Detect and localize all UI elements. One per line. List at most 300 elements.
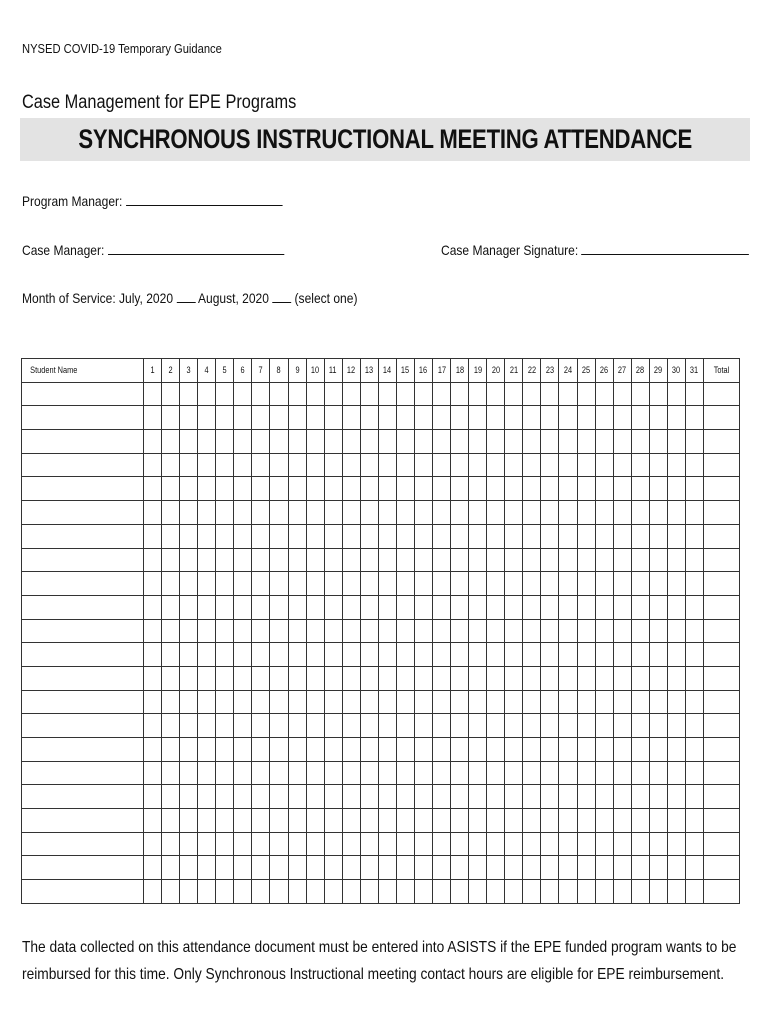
attendance-cell[interactable] bbox=[631, 524, 649, 548]
attendance-cell[interactable] bbox=[667, 406, 685, 430]
attendance-cell[interactable] bbox=[342, 832, 360, 856]
attendance-cell[interactable] bbox=[378, 406, 396, 430]
attendance-cell[interactable] bbox=[523, 572, 541, 596]
total-cell[interactable] bbox=[703, 714, 739, 738]
attendance-cell[interactable] bbox=[451, 548, 469, 572]
attendance-cell[interactable] bbox=[541, 548, 559, 572]
attendance-cell[interactable] bbox=[469, 761, 487, 785]
attendance-cell[interactable] bbox=[396, 832, 414, 856]
attendance-cell[interactable] bbox=[559, 524, 577, 548]
attendance-cell[interactable] bbox=[613, 406, 631, 430]
attendance-cell[interactable] bbox=[306, 595, 324, 619]
attendance-cell[interactable] bbox=[487, 666, 505, 690]
attendance-cell[interactable] bbox=[252, 785, 270, 809]
attendance-cell[interactable] bbox=[342, 453, 360, 477]
attendance-cell[interactable] bbox=[306, 548, 324, 572]
attendance-cell[interactable] bbox=[541, 572, 559, 596]
program-manager-blank[interactable] bbox=[126, 193, 283, 206]
attendance-cell[interactable] bbox=[595, 501, 613, 525]
attendance-cell[interactable] bbox=[306, 524, 324, 548]
attendance-cell[interactable] bbox=[577, 880, 595, 904]
attendance-cell[interactable] bbox=[378, 832, 396, 856]
attendance-cell[interactable] bbox=[433, 406, 451, 430]
attendance-cell[interactable] bbox=[198, 714, 216, 738]
attendance-cell[interactable] bbox=[414, 690, 432, 714]
attendance-cell[interactable] bbox=[541, 382, 559, 406]
attendance-cell[interactable] bbox=[270, 856, 288, 880]
attendance-cell[interactable] bbox=[144, 666, 162, 690]
attendance-cell[interactable] bbox=[559, 477, 577, 501]
attendance-cell[interactable] bbox=[469, 595, 487, 619]
attendance-cell[interactable] bbox=[144, 690, 162, 714]
attendance-cell[interactable] bbox=[559, 690, 577, 714]
attendance-cell[interactable] bbox=[414, 595, 432, 619]
attendance-cell[interactable] bbox=[451, 809, 469, 833]
attendance-cell[interactable] bbox=[631, 595, 649, 619]
attendance-cell[interactable] bbox=[144, 595, 162, 619]
attendance-cell[interactable] bbox=[360, 809, 378, 833]
attendance-cell[interactable] bbox=[144, 406, 162, 430]
total-cell[interactable] bbox=[703, 666, 739, 690]
attendance-cell[interactable] bbox=[324, 666, 342, 690]
attendance-cell[interactable] bbox=[180, 619, 198, 643]
attendance-cell[interactable] bbox=[252, 382, 270, 406]
attendance-cell[interactable] bbox=[577, 453, 595, 477]
attendance-cell[interactable] bbox=[360, 453, 378, 477]
attendance-cell[interactable] bbox=[577, 738, 595, 762]
attendance-cell[interactable] bbox=[595, 832, 613, 856]
attendance-cell[interactable] bbox=[288, 430, 306, 454]
attendance-cell[interactable] bbox=[649, 382, 667, 406]
attendance-cell[interactable] bbox=[216, 477, 234, 501]
total-cell[interactable] bbox=[703, 738, 739, 762]
attendance-cell[interactable] bbox=[487, 524, 505, 548]
attendance-cell[interactable] bbox=[595, 406, 613, 430]
attendance-cell[interactable] bbox=[595, 595, 613, 619]
attendance-cell[interactable] bbox=[396, 738, 414, 762]
attendance-cell[interactable] bbox=[162, 501, 180, 525]
attendance-cell[interactable] bbox=[685, 856, 703, 880]
attendance-cell[interactable] bbox=[288, 643, 306, 667]
attendance-cell[interactable] bbox=[396, 666, 414, 690]
attendance-cell[interactable] bbox=[631, 453, 649, 477]
total-cell[interactable] bbox=[703, 382, 739, 406]
attendance-cell[interactable] bbox=[360, 382, 378, 406]
attendance-cell[interactable] bbox=[685, 524, 703, 548]
attendance-cell[interactable] bbox=[414, 880, 432, 904]
attendance-cell[interactable] bbox=[306, 501, 324, 525]
attendance-cell[interactable] bbox=[667, 643, 685, 667]
attendance-cell[interactable] bbox=[270, 785, 288, 809]
attendance-cell[interactable] bbox=[360, 548, 378, 572]
attendance-cell[interactable] bbox=[631, 572, 649, 596]
attendance-cell[interactable] bbox=[595, 524, 613, 548]
attendance-cell[interactable] bbox=[198, 619, 216, 643]
attendance-cell[interactable] bbox=[162, 382, 180, 406]
attendance-cell[interactable] bbox=[252, 738, 270, 762]
attendance-cell[interactable] bbox=[541, 406, 559, 430]
attendance-cell[interactable] bbox=[144, 382, 162, 406]
attendance-cell[interactable] bbox=[541, 619, 559, 643]
attendance-cell[interactable] bbox=[613, 619, 631, 643]
attendance-cell[interactable] bbox=[216, 501, 234, 525]
attendance-cell[interactable] bbox=[523, 690, 541, 714]
attendance-cell[interactable] bbox=[685, 453, 703, 477]
attendance-cell[interactable] bbox=[541, 738, 559, 762]
attendance-cell[interactable] bbox=[631, 809, 649, 833]
attendance-cell[interactable] bbox=[342, 761, 360, 785]
attendance-cell[interactable] bbox=[541, 714, 559, 738]
attendance-cell[interactable] bbox=[360, 477, 378, 501]
attendance-cell[interactable] bbox=[451, 524, 469, 548]
attendance-cell[interactable] bbox=[288, 738, 306, 762]
attendance-cell[interactable] bbox=[270, 832, 288, 856]
attendance-cell[interactable] bbox=[541, 832, 559, 856]
attendance-cell[interactable] bbox=[378, 430, 396, 454]
attendance-cell[interactable] bbox=[324, 619, 342, 643]
attendance-cell[interactable] bbox=[631, 690, 649, 714]
attendance-cell[interactable] bbox=[396, 524, 414, 548]
attendance-cell[interactable] bbox=[487, 501, 505, 525]
attendance-cell[interactable] bbox=[414, 619, 432, 643]
attendance-cell[interactable] bbox=[378, 738, 396, 762]
attendance-cell[interactable] bbox=[324, 714, 342, 738]
attendance-cell[interactable] bbox=[685, 382, 703, 406]
attendance-cell[interactable] bbox=[414, 453, 432, 477]
attendance-cell[interactable] bbox=[144, 501, 162, 525]
attendance-cell[interactable] bbox=[451, 643, 469, 667]
attendance-cell[interactable] bbox=[559, 856, 577, 880]
attendance-cell[interactable] bbox=[144, 880, 162, 904]
attendance-cell[interactable] bbox=[577, 477, 595, 501]
attendance-cell[interactable] bbox=[306, 477, 324, 501]
attendance-cell[interactable] bbox=[180, 690, 198, 714]
attendance-cell[interactable] bbox=[685, 785, 703, 809]
attendance-cell[interactable] bbox=[234, 856, 252, 880]
attendance-cell[interactable] bbox=[306, 714, 324, 738]
july-select-blank[interactable] bbox=[176, 290, 195, 303]
attendance-cell[interactable] bbox=[433, 785, 451, 809]
attendance-cell[interactable] bbox=[451, 430, 469, 454]
attendance-cell[interactable] bbox=[234, 430, 252, 454]
total-cell[interactable] bbox=[703, 809, 739, 833]
attendance-cell[interactable] bbox=[180, 880, 198, 904]
attendance-cell[interactable] bbox=[613, 501, 631, 525]
attendance-cell[interactable] bbox=[613, 477, 631, 501]
attendance-cell[interactable] bbox=[487, 714, 505, 738]
attendance-cell[interactable] bbox=[252, 761, 270, 785]
attendance-cell[interactable] bbox=[342, 690, 360, 714]
attendance-cell[interactable] bbox=[595, 714, 613, 738]
student-name-cell[interactable] bbox=[22, 501, 144, 525]
attendance-cell[interactable] bbox=[505, 382, 523, 406]
attendance-cell[interactable] bbox=[523, 643, 541, 667]
attendance-cell[interactable] bbox=[487, 690, 505, 714]
attendance-cell[interactable] bbox=[288, 548, 306, 572]
attendance-cell[interactable] bbox=[234, 619, 252, 643]
attendance-cell[interactable] bbox=[649, 856, 667, 880]
attendance-cell[interactable] bbox=[451, 382, 469, 406]
attendance-cell[interactable] bbox=[577, 856, 595, 880]
attendance-cell[interactable] bbox=[414, 856, 432, 880]
attendance-cell[interactable] bbox=[667, 501, 685, 525]
attendance-cell[interactable] bbox=[559, 809, 577, 833]
attendance-cell[interactable] bbox=[487, 453, 505, 477]
attendance-cell[interactable] bbox=[378, 453, 396, 477]
attendance-cell[interactable] bbox=[433, 738, 451, 762]
attendance-cell[interactable] bbox=[270, 477, 288, 501]
attendance-cell[interactable] bbox=[252, 572, 270, 596]
attendance-cell[interactable] bbox=[342, 382, 360, 406]
attendance-cell[interactable] bbox=[180, 714, 198, 738]
attendance-cell[interactable] bbox=[306, 761, 324, 785]
attendance-cell[interactable] bbox=[252, 406, 270, 430]
attendance-cell[interactable] bbox=[577, 619, 595, 643]
attendance-cell[interactable] bbox=[487, 619, 505, 643]
attendance-cell[interactable] bbox=[667, 809, 685, 833]
attendance-cell[interactable] bbox=[180, 643, 198, 667]
attendance-cell[interactable] bbox=[631, 619, 649, 643]
attendance-cell[interactable] bbox=[487, 382, 505, 406]
attendance-cell[interactable] bbox=[649, 430, 667, 454]
total-cell[interactable] bbox=[703, 643, 739, 667]
attendance-cell[interactable] bbox=[613, 832, 631, 856]
attendance-cell[interactable] bbox=[360, 406, 378, 430]
attendance-cell[interactable] bbox=[360, 666, 378, 690]
attendance-cell[interactable] bbox=[360, 856, 378, 880]
attendance-cell[interactable] bbox=[433, 832, 451, 856]
attendance-cell[interactable] bbox=[613, 785, 631, 809]
attendance-cell[interactable] bbox=[144, 761, 162, 785]
attendance-cell[interactable] bbox=[216, 382, 234, 406]
attendance-cell[interactable] bbox=[306, 666, 324, 690]
attendance-cell[interactable] bbox=[162, 453, 180, 477]
total-cell[interactable] bbox=[703, 548, 739, 572]
attendance-cell[interactable] bbox=[505, 595, 523, 619]
attendance-cell[interactable] bbox=[324, 572, 342, 596]
attendance-cell[interactable] bbox=[613, 382, 631, 406]
attendance-cell[interactable] bbox=[505, 643, 523, 667]
attendance-cell[interactable] bbox=[144, 832, 162, 856]
attendance-cell[interactable] bbox=[378, 548, 396, 572]
attendance-cell[interactable] bbox=[252, 880, 270, 904]
attendance-cell[interactable] bbox=[234, 595, 252, 619]
attendance-cell[interactable] bbox=[469, 430, 487, 454]
attendance-cell[interactable] bbox=[559, 785, 577, 809]
attendance-cell[interactable] bbox=[270, 738, 288, 762]
attendance-cell[interactable] bbox=[433, 690, 451, 714]
attendance-cell[interactable] bbox=[577, 572, 595, 596]
attendance-cell[interactable] bbox=[396, 477, 414, 501]
attendance-cell[interactable] bbox=[667, 453, 685, 477]
attendance-cell[interactable] bbox=[595, 761, 613, 785]
attendance-cell[interactable] bbox=[396, 501, 414, 525]
attendance-cell[interactable] bbox=[360, 880, 378, 904]
attendance-cell[interactable] bbox=[414, 477, 432, 501]
attendance-cell[interactable] bbox=[324, 761, 342, 785]
attendance-cell[interactable] bbox=[306, 382, 324, 406]
attendance-cell[interactable] bbox=[613, 738, 631, 762]
attendance-cell[interactable] bbox=[685, 548, 703, 572]
attendance-cell[interactable] bbox=[505, 690, 523, 714]
attendance-cell[interactable] bbox=[216, 619, 234, 643]
attendance-cell[interactable] bbox=[631, 430, 649, 454]
attendance-cell[interactable] bbox=[685, 690, 703, 714]
attendance-cell[interactable] bbox=[577, 761, 595, 785]
attendance-cell[interactable] bbox=[667, 832, 685, 856]
attendance-cell[interactable] bbox=[162, 524, 180, 548]
student-name-cell[interactable] bbox=[22, 595, 144, 619]
attendance-cell[interactable] bbox=[324, 477, 342, 501]
student-name-cell[interactable] bbox=[22, 430, 144, 454]
attendance-cell[interactable] bbox=[523, 761, 541, 785]
attendance-cell[interactable] bbox=[342, 880, 360, 904]
attendance-cell[interactable] bbox=[324, 785, 342, 809]
attendance-cell[interactable] bbox=[396, 572, 414, 596]
attendance-cell[interactable] bbox=[270, 548, 288, 572]
attendance-cell[interactable] bbox=[360, 785, 378, 809]
attendance-cell[interactable] bbox=[667, 714, 685, 738]
student-name-cell[interactable] bbox=[22, 666, 144, 690]
attendance-cell[interactable] bbox=[649, 548, 667, 572]
attendance-cell[interactable] bbox=[577, 832, 595, 856]
attendance-cell[interactable] bbox=[577, 690, 595, 714]
attendance-cell[interactable] bbox=[631, 880, 649, 904]
attendance-cell[interactable] bbox=[451, 477, 469, 501]
attendance-cell[interactable] bbox=[324, 501, 342, 525]
student-name-cell[interactable] bbox=[22, 382, 144, 406]
attendance-cell[interactable] bbox=[288, 761, 306, 785]
attendance-cell[interactable] bbox=[414, 430, 432, 454]
attendance-cell[interactable] bbox=[685, 809, 703, 833]
attendance-cell[interactable] bbox=[234, 572, 252, 596]
attendance-cell[interactable] bbox=[469, 382, 487, 406]
attendance-cell[interactable] bbox=[180, 406, 198, 430]
total-cell[interactable] bbox=[703, 832, 739, 856]
attendance-cell[interactable] bbox=[595, 643, 613, 667]
attendance-cell[interactable] bbox=[541, 856, 559, 880]
attendance-cell[interactable] bbox=[433, 856, 451, 880]
attendance-cell[interactable] bbox=[162, 643, 180, 667]
attendance-cell[interactable] bbox=[270, 501, 288, 525]
attendance-cell[interactable] bbox=[559, 619, 577, 643]
attendance-cell[interactable] bbox=[198, 524, 216, 548]
attendance-cell[interactable] bbox=[360, 619, 378, 643]
attendance-cell[interactable] bbox=[324, 524, 342, 548]
attendance-cell[interactable] bbox=[649, 738, 667, 762]
attendance-cell[interactable] bbox=[685, 501, 703, 525]
attendance-cell[interactable] bbox=[577, 785, 595, 809]
attendance-cell[interactable] bbox=[433, 548, 451, 572]
attendance-cell[interactable] bbox=[685, 430, 703, 454]
attendance-cell[interactable] bbox=[198, 666, 216, 690]
student-name-cell[interactable] bbox=[22, 548, 144, 572]
attendance-cell[interactable] bbox=[667, 595, 685, 619]
attendance-cell[interactable] bbox=[414, 785, 432, 809]
attendance-cell[interactable] bbox=[144, 785, 162, 809]
attendance-cell[interactable] bbox=[667, 738, 685, 762]
attendance-cell[interactable] bbox=[559, 738, 577, 762]
attendance-cell[interactable] bbox=[378, 524, 396, 548]
attendance-cell[interactable] bbox=[523, 595, 541, 619]
attendance-cell[interactable] bbox=[198, 501, 216, 525]
attendance-cell[interactable] bbox=[378, 477, 396, 501]
attendance-cell[interactable] bbox=[180, 453, 198, 477]
attendance-cell[interactable] bbox=[414, 382, 432, 406]
attendance-cell[interactable] bbox=[631, 501, 649, 525]
attendance-cell[interactable] bbox=[342, 524, 360, 548]
attendance-cell[interactable] bbox=[324, 430, 342, 454]
attendance-cell[interactable] bbox=[234, 666, 252, 690]
attendance-cell[interactable] bbox=[306, 832, 324, 856]
attendance-cell[interactable] bbox=[649, 690, 667, 714]
attendance-cell[interactable] bbox=[144, 477, 162, 501]
attendance-cell[interactable] bbox=[180, 785, 198, 809]
attendance-cell[interactable] bbox=[649, 666, 667, 690]
attendance-cell[interactable] bbox=[523, 666, 541, 690]
attendance-cell[interactable] bbox=[559, 406, 577, 430]
attendance-cell[interactable] bbox=[505, 714, 523, 738]
attendance-cell[interactable] bbox=[234, 785, 252, 809]
attendance-cell[interactable] bbox=[487, 856, 505, 880]
attendance-cell[interactable] bbox=[216, 761, 234, 785]
total-cell[interactable] bbox=[703, 501, 739, 525]
attendance-cell[interactable] bbox=[577, 714, 595, 738]
attendance-cell[interactable] bbox=[451, 856, 469, 880]
attendance-cell[interactable] bbox=[523, 524, 541, 548]
attendance-cell[interactable] bbox=[649, 809, 667, 833]
attendance-cell[interactable] bbox=[649, 501, 667, 525]
attendance-cell[interactable] bbox=[505, 785, 523, 809]
attendance-cell[interactable] bbox=[523, 785, 541, 809]
attendance-cell[interactable] bbox=[595, 856, 613, 880]
attendance-cell[interactable] bbox=[288, 690, 306, 714]
attendance-cell[interactable] bbox=[198, 643, 216, 667]
attendance-cell[interactable] bbox=[234, 809, 252, 833]
attendance-cell[interactable] bbox=[541, 809, 559, 833]
attendance-cell[interactable] bbox=[234, 501, 252, 525]
attendance-cell[interactable] bbox=[433, 619, 451, 643]
attendance-cell[interactable] bbox=[306, 643, 324, 667]
attendance-cell[interactable] bbox=[378, 619, 396, 643]
total-cell[interactable] bbox=[703, 406, 739, 430]
attendance-cell[interactable] bbox=[306, 856, 324, 880]
attendance-cell[interactable] bbox=[613, 430, 631, 454]
attendance-cell[interactable] bbox=[595, 880, 613, 904]
attendance-cell[interactable] bbox=[270, 714, 288, 738]
attendance-cell[interactable] bbox=[270, 382, 288, 406]
attendance-cell[interactable] bbox=[613, 690, 631, 714]
attendance-cell[interactable] bbox=[559, 666, 577, 690]
attendance-cell[interactable] bbox=[505, 738, 523, 762]
attendance-cell[interactable] bbox=[306, 738, 324, 762]
attendance-cell[interactable] bbox=[306, 406, 324, 430]
attendance-cell[interactable] bbox=[577, 501, 595, 525]
attendance-cell[interactable] bbox=[234, 880, 252, 904]
attendance-cell[interactable] bbox=[414, 643, 432, 667]
attendance-cell[interactable] bbox=[523, 501, 541, 525]
student-name-cell[interactable] bbox=[22, 738, 144, 762]
attendance-cell[interactable] bbox=[469, 714, 487, 738]
attendance-cell[interactable] bbox=[234, 406, 252, 430]
attendance-cell[interactable] bbox=[649, 643, 667, 667]
student-name-cell[interactable] bbox=[22, 524, 144, 548]
attendance-cell[interactable] bbox=[685, 714, 703, 738]
attendance-cell[interactable] bbox=[180, 832, 198, 856]
attendance-cell[interactable] bbox=[595, 548, 613, 572]
attendance-cell[interactable] bbox=[324, 595, 342, 619]
attendance-cell[interactable] bbox=[631, 643, 649, 667]
